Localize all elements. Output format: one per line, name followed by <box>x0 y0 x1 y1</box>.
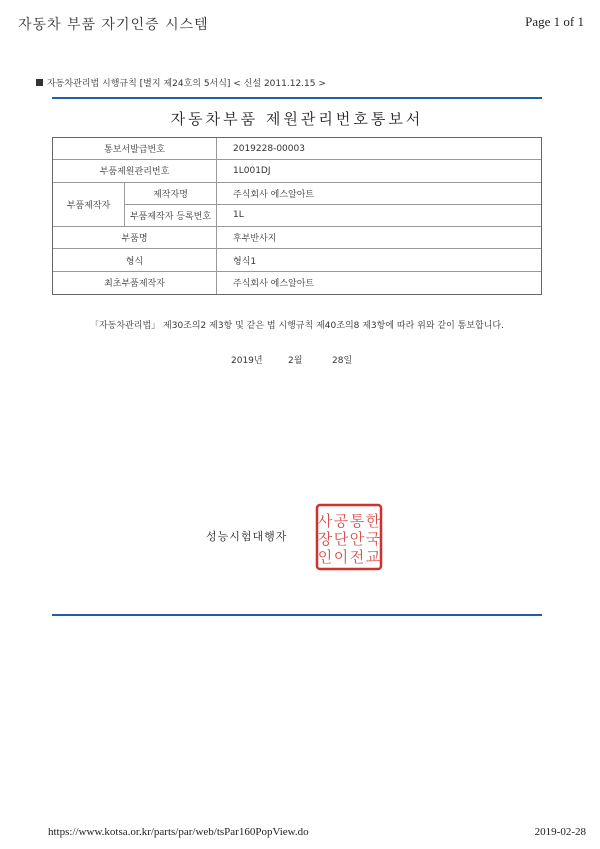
manufacturer-group-label: 부품제작자 <box>53 183 125 228</box>
seal-char: 사 <box>317 512 333 530</box>
issue-year: 2019년 <box>231 356 263 366</box>
maker-reg-label: 부품제작자 등록번호 <box>125 205 217 227</box>
maker-name-label: 제작자명 <box>125 183 217 205</box>
seal-char: 전 <box>349 548 365 566</box>
seal-char: 이 <box>333 548 349 566</box>
part-name-label: 부품명 <box>53 227 217 249</box>
seal-char: 안 <box>349 530 365 548</box>
issuer-name: 성능시험대행자 <box>206 530 288 543</box>
model-label: 형식 <box>53 249 217 271</box>
info-table <box>52 137 542 295</box>
maker-reg-value: 1L <box>217 205 541 227</box>
footer-url: https://www.kotsa.or.kr/parts/par/web/tsPar160PopView.do <box>48 826 309 838</box>
bottom-divider <box>52 614 542 616</box>
notice-number-value: 2019228-00003 <box>217 138 541 160</box>
part-name-value: 후부반사지 <box>217 227 541 249</box>
seal-char: 장 <box>317 530 333 548</box>
issue-day: 28일 <box>332 356 353 366</box>
seal-char: 공 <box>333 512 349 530</box>
notice-number-label: 통보서발급번호 <box>53 138 217 160</box>
issue-month: 2월 <box>288 356 303 366</box>
document-title: 자동차부품 제원관리번호통보서 <box>170 110 424 128</box>
first-maker-value: 주식회사 에스알아트 <box>233 279 315 290</box>
seal-char: 단 <box>333 530 349 548</box>
seal-char: 교 <box>365 548 381 566</box>
law-reference-text: 자동차관리법 시행규칙 [별지 제24호의 5서식] < 신설 2011.12.15 > <box>47 79 326 89</box>
mgmt-number-label: 부품제원관리번호 <box>53 160 217 182</box>
square-bullet-icon <box>36 79 43 86</box>
page-indicator: Page 1 of 1 <box>525 14 584 29</box>
seal-char: 국 <box>365 530 381 548</box>
law-reference <box>36 76 326 89</box>
maker-name-value: 주식회사 에스알아트 <box>217 183 541 205</box>
model-value: 형식1 <box>217 249 541 271</box>
system-title: 자동차 부품 자기인증 시스템 <box>18 17 209 33</box>
top-divider <box>52 97 542 99</box>
seal-char: 통 <box>349 512 365 530</box>
seal-char: 인 <box>317 548 333 566</box>
first-maker-label: 최초부품제작자 <box>53 272 217 294</box>
seal-characters <box>318 512 381 566</box>
confirmation-text: 「자동차관리법」 제30조의2 제3항 및 같은 법 시행규칙 제40조의8 제3항에 따라 위와 같이 통보합니다. <box>90 321 504 331</box>
footer-date: 2019-02-28 <box>534 826 586 838</box>
mgmt-number-value: 1L001DJ <box>217 160 541 182</box>
official-seal-icon <box>314 502 384 572</box>
seal-char: 한 <box>365 512 381 530</box>
